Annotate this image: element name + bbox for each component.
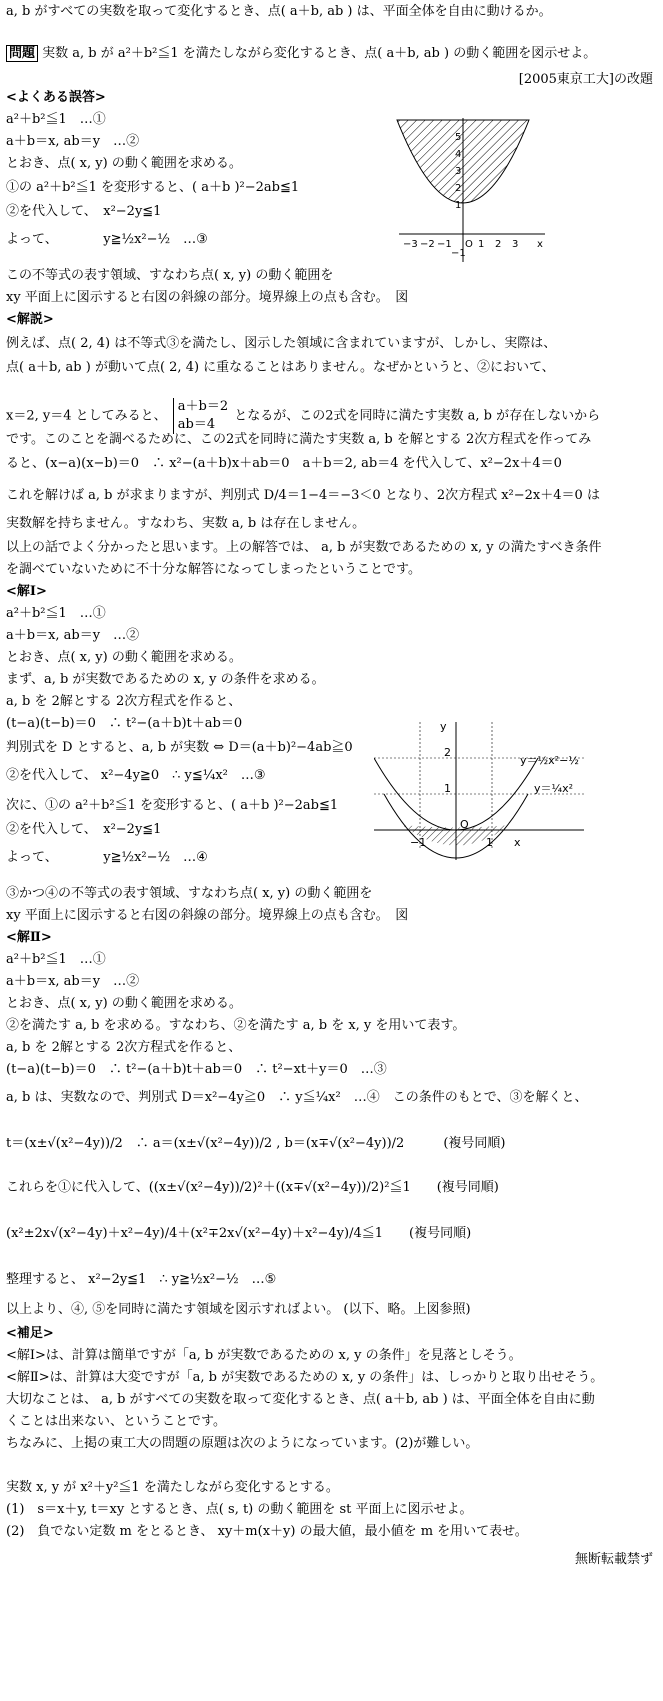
heading-wrong-answer: <よくある誤答> (6, 90, 106, 105)
x-tick: 3 (512, 239, 519, 250)
line-text: 整理すると、 x²−2y≦1 ∴ y≧½x²−½ …⑤ (6, 1272, 277, 1287)
x-axis-label: x (537, 239, 543, 250)
heading-solution-2: <解Ⅱ> (6, 930, 52, 945)
line-text: 例えば、点( 2, 4) は不等式③を満たし、図示した領域に含まれていますが、しかし、実際は、 (6, 336, 557, 351)
line-text: とおき、点( x, y) の動く範囲を求める。 (6, 650, 242, 665)
line-eq1: a²＋b²≦1 …① (6, 606, 106, 621)
y-tick: 2 (455, 183, 462, 194)
line-text: よって、 y≧½x²−½ …④ (6, 850, 208, 865)
line-text: ②を代入して、 x²−2y≦1 (6, 822, 162, 837)
heading-explanation: <解説> (6, 312, 54, 327)
source-note: [2005東京工大]の改題 (518, 72, 653, 87)
x-tick: −2 (420, 239, 435, 250)
line-text: とおき、点( x, y) の動く範囲を求める。 (6, 156, 242, 171)
line-text: ③かつ④の不等式の表す領域、すなわち点( x, y) の動く範囲を (6, 886, 373, 901)
line-text: まず、a, b が実数であるための x, y の条件を求める。 (6, 672, 325, 687)
line-text: (1) s＝x＋y, t＝xy とするとき、点( s, t) の動く範囲を st 平面上に図示せよ。 (6, 1502, 473, 1517)
footer-note: 無断転載禁ず (574, 1552, 653, 1567)
line-text: 以上より、④, ⑤を同時に満たす領域を図示すればよい。 (以下、略。上図参照) (6, 1302, 471, 1317)
line-system: x＝2, y＝4 としてみると、 a＋b＝2 ab＝4 となるが、この2式を同時に満たす実数 a, b が存在しないから (6, 399, 601, 432)
line-formula: (x²±2x√(x²−4y)＋x²−4y)/4＋(x²∓2x√(x²−4y)＋x²−4y)/4≦1 (複号同順) (6, 1226, 472, 1241)
equation-system (173, 398, 228, 434)
line-text: a, b を 2解とする 2次方程式を作ると、 (6, 694, 242, 709)
line-text: ②を代入して、 x²−4y≧0 ∴ y≦¼x² …③ (6, 768, 266, 783)
line-text: xy 平面上に図示すると右図の斜線の部分。境界線上の点も含む。 図 (6, 290, 409, 305)
y-tick: 1 (444, 782, 451, 795)
line-eq1: a²＋b²≦1 …① (6, 112, 106, 127)
line-text: を調べていないために不十分な解答になってしまったということです。 (6, 562, 421, 577)
line-text: (2) 負でない定数 m をとるとき、 xy＋m(x＋y) の最大値，最小値を m を用いて表せ。 (6, 1524, 528, 1539)
line-text: xy 平面上に図示すると右図の斜線の部分。境界線上の点も含む。 図 (6, 908, 409, 923)
x-axis-label: x (514, 836, 521, 849)
line-eq1: a²＋b²≦1 …① (6, 952, 106, 967)
line-eq2: a＋b＝x, ab＝y …② (6, 974, 140, 989)
curve-label-quarter: y＝¼x² (534, 782, 574, 795)
line-text: くことは出来ない、ということです。 (6, 1414, 226, 1429)
line-text: 判別式を D とすると、a, b が実数 ⇔ D＝(a＋b)²−4ab≧0 (6, 740, 353, 755)
x-tick: −3 (403, 239, 418, 250)
line-text: 実数解を持ちません。すなわち、実数 a, b は存在しません。 (6, 516, 366, 531)
intro-question: a, b がすべての実数を取って変化するとき、点( a＋b, ab ) は、平面全体を自由に動けるか。 (6, 4, 552, 19)
line-text: よって、 y≧½x²−½ …③ (6, 232, 208, 247)
y-tick: 5 (455, 132, 462, 143)
line-text: この不等式の表す領域、すなわち点( x, y) の動く範囲を (6, 268, 334, 283)
line-text: 以上の話でよく分かったと思います。上の解答では、 a, b が実数であるための x, y の満たすべき条件 (6, 540, 602, 555)
line-text: ②を満たす a, b を求める。すなわち、②を満たす a, b を x, y を用いて表す。 (6, 1018, 466, 1033)
x-tick: −1 (437, 239, 452, 250)
y-tick: 1 (455, 200, 462, 211)
system-eq: a＋b＝2 (177, 399, 229, 414)
line-formula: これらを①に代入して、((x±√(x²−4y))/2)²＋((x∓√(x²−4y))/2)²≦1 (複号同順) (6, 1180, 499, 1195)
line-text: (t−a)(t−b)＝0 ∴ t²−(a＋b)t＋ab＝0 ∴ t²−xt＋y＝0 …③ (6, 1062, 387, 1077)
x-tick: 2 (495, 239, 502, 250)
y-axis-label: y (440, 722, 447, 733)
origin-label: O (460, 818, 469, 831)
curve-label-half: y＝½x²−½ (520, 754, 579, 767)
problem-statement (6, 46, 596, 62)
heading-solution-1: <解Ⅰ> (6, 584, 47, 599)
line-text: 実数 x, y が x²＋y²≦1 を満たしながら変化するとする。 (6, 1480, 339, 1495)
origin-label: O (465, 239, 473, 250)
line-eq2: a＋b＝x, ab＝y …② (6, 628, 140, 643)
x-tick: 1 (486, 836, 493, 849)
line-formula: t＝(x±√(x²−4y))/2 ∴ a＝(x±√(x²−4y))/2 , b＝(x∓√(x²−4y))/2 (複号同順) (6, 1136, 506, 1151)
y-tick: 4 (455, 149, 462, 160)
y-tick: 3 (455, 166, 462, 177)
line-text: 次に、①の a²＋b²≦1 を変形すると、( a＋b )²−2ab≦1 (6, 798, 339, 813)
x-tick: 1 (478, 239, 485, 250)
y-tick: −1 (451, 248, 466, 259)
line-eq2: a＋b＝x, ab＝y …② (6, 134, 140, 149)
line-text: です。このことを調べるために、この2式を同時に満たす実数 a, b を解とする 2次方程式を作ってみ (6, 432, 592, 447)
graph-wrong-region (395, 116, 553, 266)
line-text: <解Ⅱ>は、計算は大変ですが「a, b が実数であるための x, y の条件」は、しっかりと取り出せそう。 (6, 1370, 604, 1385)
line-text: 大切なことは、 a, b がすべての実数を取って変化するとき、点( a＋b, ab ) は、平面全体を自由に動 (6, 1392, 595, 1407)
line-text: (t−a)(t−b)＝0 ∴ t²−(a＋b)t＋ab＝0 (6, 716, 243, 731)
line-discriminant: これを解けば a, b が求まりますが、判別式 D/4＝1−4＝−3＜0 となり、2次方程式 x²−2x＋4＝0 は (6, 488, 600, 503)
line-text: a, b は、実数なので、判別式 D＝x²−4y≧0 ∴ y≦¼x² …④ この条件のもとで、③を解くと、 (6, 1090, 588, 1105)
line-text: ちなみに、上掲の東工大の問題の原題は次のようになっています。(2)が難しい。 (6, 1436, 479, 1451)
line-text: ①の a²＋b²≦1 を変形すると、( a＋b )²−2ab≦1 (6, 180, 300, 195)
line-text: ると、(x−a)(x−b)＝0 ∴ x²−(a＋b)x＋ab＝0 a＋b＝2, ab＝4 を代入して、x²−2x＋4＝0 (6, 456, 562, 471)
system-eq: ab＝4 (177, 417, 216, 432)
y-tick: 2 (444, 746, 451, 759)
problem-label: 問題 (6, 45, 38, 62)
graph-correct-region (374, 722, 604, 862)
problem-text: 実数 a, b が a²＋b²≦1 を満たしながら変化するとき、点( a＋b, ab ) の動く範囲を図示せよ。 (42, 46, 597, 61)
line-text: a, b を 2解とする 2次方程式を作ると、 (6, 1040, 242, 1055)
line-text: とおき、点( x, y) の動く範囲を求める。 (6, 996, 242, 1011)
x-tick: −1 (410, 836, 427, 849)
heading-supplement: <補足> (6, 1326, 54, 1341)
line-text: 点( a＋b, ab ) が動いて点( 2, 4) に重なることはありません。なぜかというと、②において、 (6, 360, 555, 375)
line-text: <解Ⅰ>は、計算は簡単ですが「a, b が実数であるための x, y の条件」を見落としそう。 (6, 1348, 522, 1363)
line-text: ②を代入して、 x²−2y≦1 (6, 204, 162, 219)
